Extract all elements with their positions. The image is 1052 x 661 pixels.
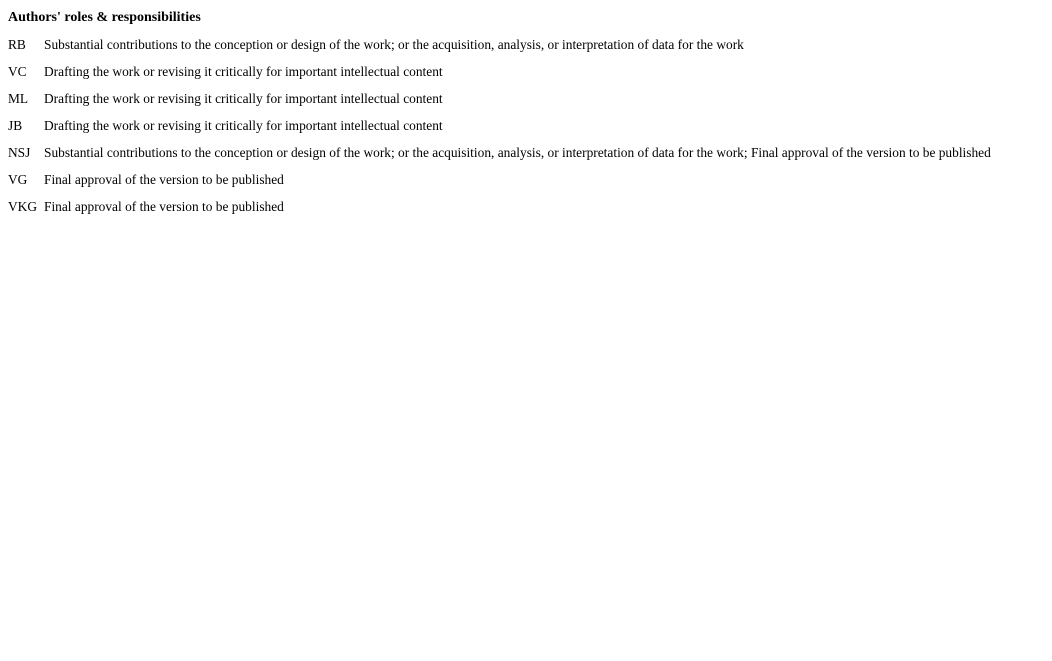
author-initials: VKG [8, 199, 38, 214]
author-role: Drafting the work or revising it critically for important intellectual content [44, 64, 443, 79]
table-row [8, 144, 991, 171]
table-row [8, 171, 991, 198]
author-role: Drafting the work or revising it critically for important intellectual content [44, 118, 443, 133]
author-initials: JB [8, 118, 23, 133]
author-role: Final approval of the version to be published [44, 199, 284, 214]
table-row [8, 198, 991, 225]
table-row [8, 63, 991, 90]
author-initials: NSJ [8, 145, 31, 160]
author-role: Substantial contributions to the conception or design of the work; or the acquisition, analysis, or interpretation of data for the work; Final approval of the version to be published [44, 145, 991, 160]
section-heading: Authors' roles & responsibilities [8, 10, 201, 25]
document [0, 0, 1052, 225]
table-row [8, 36, 991, 63]
author-initials: RB [8, 37, 26, 52]
author-initials: VC [8, 64, 27, 79]
author-role: Final approval of the version to be published [44, 172, 284, 187]
roles-table [8, 36, 991, 225]
author-initials: ML [8, 91, 29, 106]
author-role: Substantial contributions to the conception or design of the work; or the acquisition, analysis, or interpretation of data for the work [44, 37, 744, 52]
table-row [8, 90, 991, 117]
table-row [8, 117, 991, 144]
author-initials: VG [8, 172, 28, 187]
author-role: Drafting the work or revising it critically for important intellectual content [44, 91, 443, 106]
